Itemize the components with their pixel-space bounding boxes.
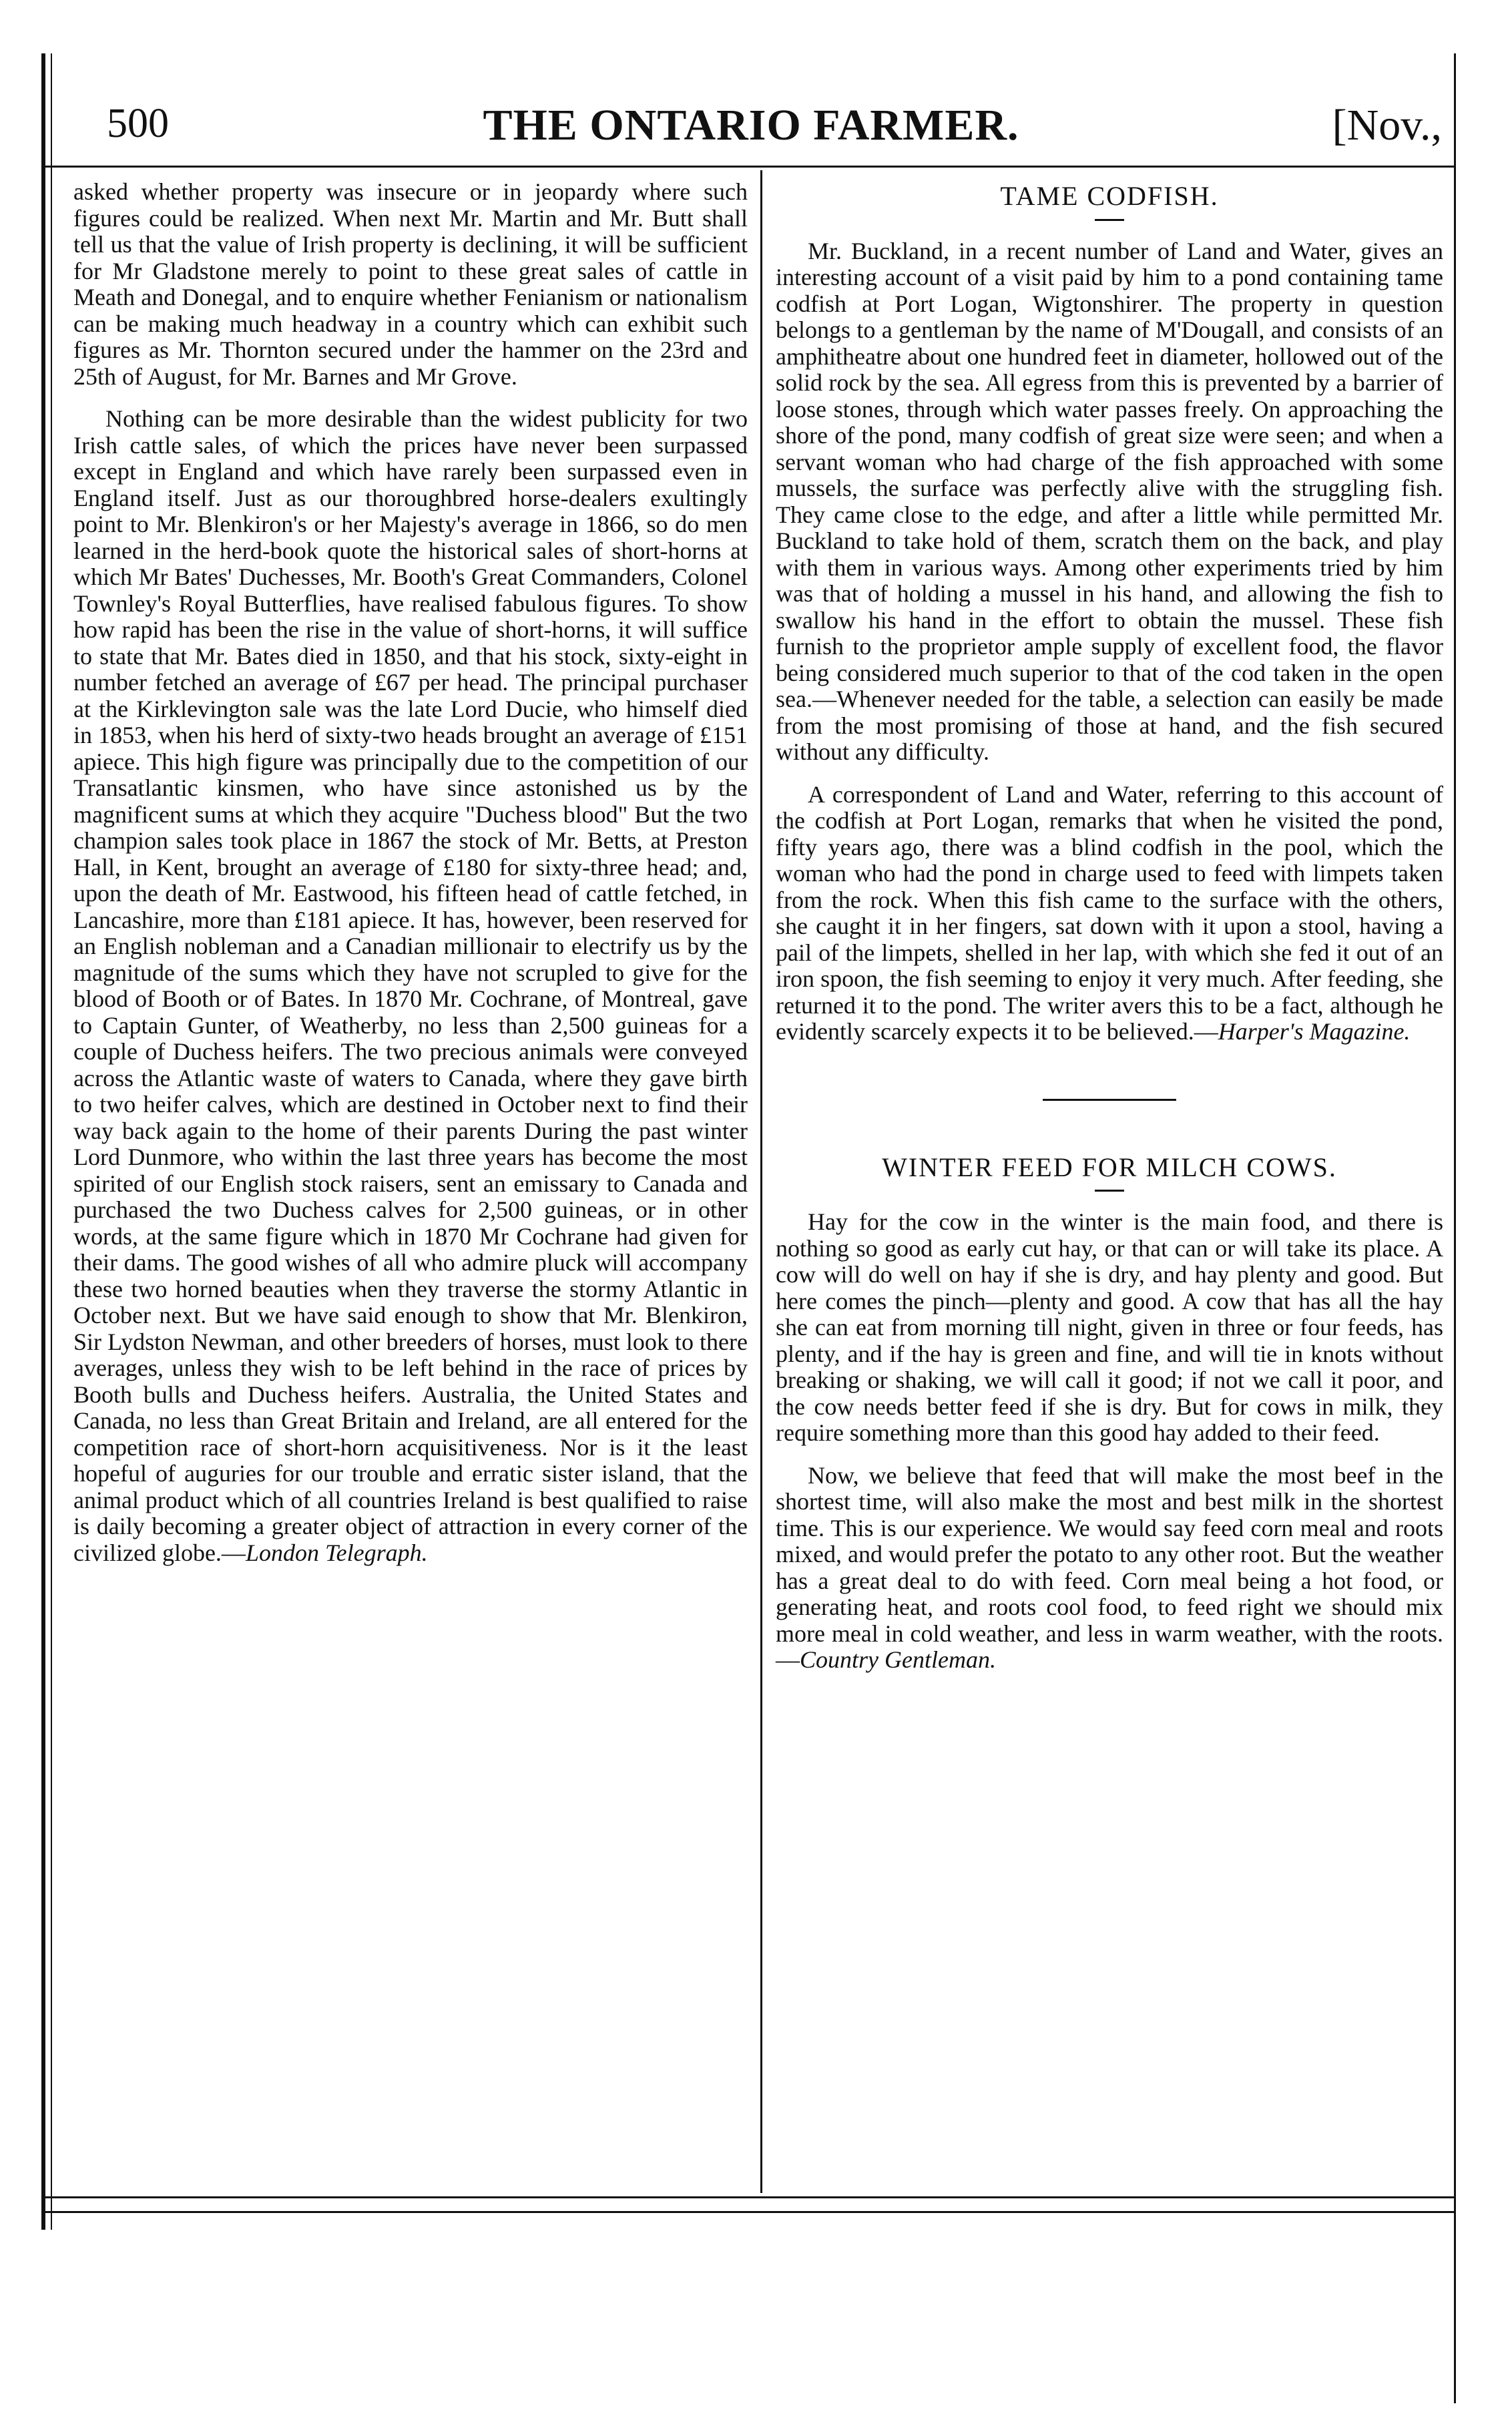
tame-codfish-title: TAME CODFISH. <box>1000 181 1219 211</box>
left-paragraph-2 <box>73 406 748 1566</box>
column-divider <box>760 170 762 2193</box>
header-rule <box>45 166 1454 168</box>
codfish-paragraph-1: Mr. Buckland, in a recent number of Land and Water, gives an interesting account of a visit paid by him to a pond containing tame codfish at Port Logan, Wigtonshirer. The property in question belongs to a gentleman by the name of M'Dougall, and consists of an amphitheatre about one hundred feet in diameter, hollowed out of the solid rock by the sea. All egress from this is prevented by a barrier of loose stones, through which water passes freely. On approaching the shore of the pond, many codfish of great size were seen; and when a servant woman who had charge of the fish approached with some mussels, the surface was perfectly alive with the struggling fish. They came close to the edge, and after a little while permitted Mr. Buckland to take hold of them, scratch them on the back, and play with them in various ways. Among other experiments tried by him was that of holding a mussel in his hand, and allowing the fish to swallow his hand in the effort to obtain the mussel. These fish furnish to the proprietor ample supply of excellent food, the flavor being considered much superior to that of the cod taken in the open sea.—Whenever needed for the table, a selection can easily be made from the most promising of those at hand, and the fish secured without any difficulty. <box>776 237 1443 765</box>
footer-rule-top <box>45 2196 1454 2198</box>
right-column <box>776 179 1443 1690</box>
codfish-credit: Harper's Magazine. <box>1218 1018 1411 1045</box>
section-separator <box>1043 1099 1176 1101</box>
page-header <box>53 100 1449 164</box>
codfish-paragraph-2-text: A correspondent of Land and Water, referring to this account of the codfish at Port Logan, remarks that when he visited the pond, fifty years ago, there was a blind codfish in the pool, which the woman who had the pond in charge used to feed with limpets taken from the rock. When this fish came to the surface with the others, she caught it in her fingers, sat down with it upon a stool, having a pail of the limpets, shelled in her lap, with which she fed it out of an iron spoon, the fish seeming to enjoy it very much. After feeding, she returned it to the pond. The writer avers this to be a fact, although he evidently scarcely expects it to be believed.— <box>776 780 1443 1045</box>
left-paragraph-2-text: Nothing can be more desirable than the widest publicity for two Irish cattle sales, of which the prices have never been surpassed except in England and which have rarely been surpassed even in England itself. Just as our thoroughbred horse-dealers exultingly point to Mr. Blenkiron's or her Majesty's average in 1866, so do men learned in the herd-book quote the historical sales of short-horns at which Mr Bates' Duchesses, Mr. Booth's Great Commanders, Colonel Townley's Royal Butterflies, have realised fabulous figures. To show how rapid has been the rise in the value of short-horns, it will suffice to state that Mr. Bates died in 1850, and that his stock, sixty-eight in number fetched an average of £67 per head. The principal purchaser at the Kirklevington sale was the late Lord Ducie, who himself died in 1853, when his herd of sixty-two heads brought an average of £151 apiece. This high figure was principally due to the competition of our Transatlantic kinsmen, who have since astonished us by the magnificent sums at which they acquire "Duchess blood" But the two champion sales took place in 1867 the stock of Mr. Betts, at Preston Hall, in Kent, brought an average of £180 for sixty-three head; and, upon the death of Mr. Eastwood, his fifteen head of cattle fetched, in Lancashire, more than £181 apiece. It has, however, been reserved for an English nobleman and a Canadian millionair to electrify us by the magnitude of the sums which they have not scrupled to give for the blood of Booth or of Bates. In 1870 Mr. Cochrane, of Montreal, gave to Captain Gunter, of Weatherby, no less than 2,500 guineas for a couple of Duchess heifers. The two precious animals were conveyed across the Atlantic waste of waters to Canada, where they gave birth to two heifer calves, which are destined in October next to find their way back again to the home of their parents During the past winter Lord Dunmore, who within the last three years has become the most spirited of our English stock raisers, sent an emissary to Canada and purchased the two Duchess calves for 2,500 guineas, or in other words, at the same figure which in 1870 Mr Cochrane had given for their dams. The good wishes of all who admire pluck will accompany these two horned beauties when they traverse the stormy Atlantic in October next. But we have said enough to show that Mr. Blenkiron, Sir Lydston Newman, and other breeders of horses, must look to there averages, unless they wish to be left behind in the race of prices by Booth bulls and Duchess heifers. Australia, the United States and Canada, no less than Great Britain and Ireland, are all entered for the competition race of short-horn acquisitiveness. Nor is it the least hopeful of auguries for our trouble and erratic sister island, that the animal product which of all countries Ireland is best qualified to raise is daily becoming a greater object of attraction in every corner of the civilized globe.— <box>73 405 748 1566</box>
left-credit: London Telegraph. <box>245 1539 428 1566</box>
codfish-paragraph-2 <box>776 782 1443 1045</box>
left-column <box>73 179 748 1582</box>
left-border-thick <box>41 53 45 2230</box>
right-border <box>1454 53 1456 2403</box>
winter-paragraph-2 <box>776 1463 1443 1674</box>
title-dash <box>1095 1190 1124 1192</box>
page-number: 500 <box>107 101 169 146</box>
winter-feed-title: WINTER FEED FOR MILCH COWS. <box>882 1152 1337 1182</box>
winter-credit: Country Gentleman. <box>800 1646 996 1673</box>
winter-paragraph-2-text: Now, we believe that feed that will make the most beef in the shortest time, will also make the most and best milk in the shortest time. This is our experience. We would say feed corn meal and roots mixed, and would prefer the potato to any other root. But the weather has a great deal to do with feed. Corn meal being a hot food, or generating heat, and roots cool food, to feed right we should mix more meal in cold weather, and less in warm weather, with the roots.— <box>776 1461 1443 1673</box>
left-border-thin <box>51 53 52 2230</box>
left-paragraph-1: asked whether property was insecure or in jeopardy where such figures could be realized. When next Mr. Martin and Mr. Butt shall tell us that the value of Irish property is declining, it will be sufficient for Mr Gladstone merely to point to these great sales of cattle in Meath and Donegal, and to enquire whether Fenianism or nationalism can be making much headway in a country which can exhibit such figures as Mr. Thornton secured under the hammer on the 23rd and 25th of August, for Mr. Barnes and Mr Grove. <box>73 178 748 390</box>
page-month: [Nov., <box>1332 101 1442 150</box>
page-title: THE ONTARIO FARMER. <box>483 101 1019 150</box>
title-dash <box>1095 219 1124 221</box>
winter-paragraph-1: Hay for the cow in the winter is the main food, and there is nothing so good as early cut hay, or that can or will take its place. A cow will do well on hay if she is dry, and hay plenty and good. But here comes the pinch—plenty and good. A cow that has all the hay she can eat from morning till night, given in three or four feeds, has plenty, and if the hay is green and fine, and will tie in knots without breaking or shaking, we will call it good; if not we call it poor, and the cow needs better feed if she is dry. But for cows in milk, they require something more than this good hay added to their feed. <box>776 1208 1443 1446</box>
footer-rule-bottom <box>45 2211 1454 2213</box>
